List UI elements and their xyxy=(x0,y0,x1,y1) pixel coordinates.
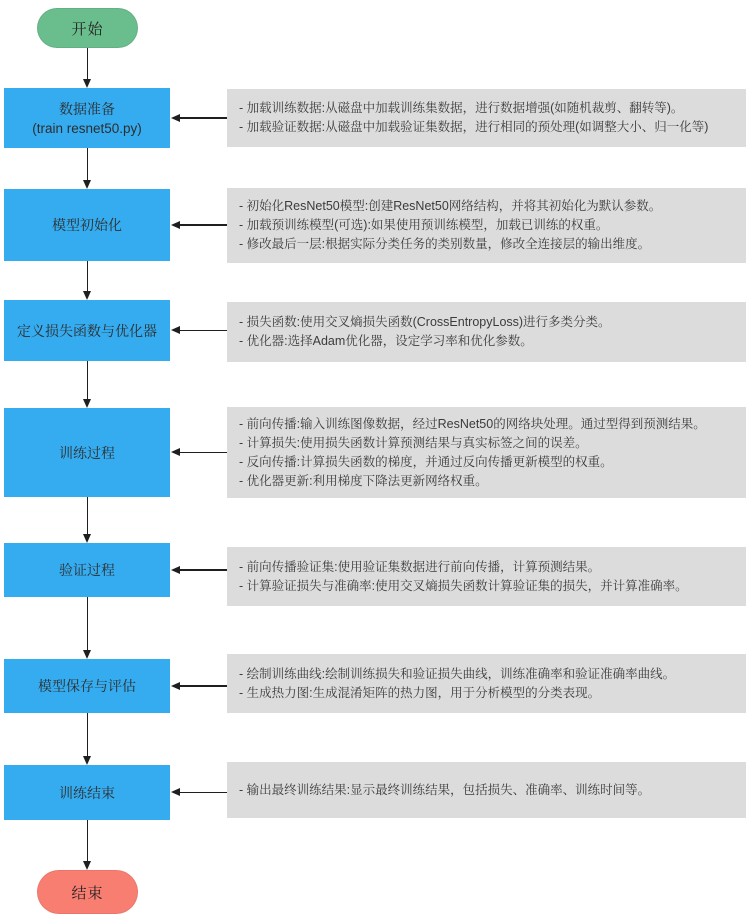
note-line: - 反向传播:计算损失函数的梯度，并通过反向传播更新模型的权重。 xyxy=(239,454,613,469)
arrow-down-connector-line xyxy=(87,261,89,292)
note-box xyxy=(227,407,746,498)
note-box xyxy=(227,188,746,263)
flow-step-box xyxy=(4,543,170,597)
flow-step-box xyxy=(4,765,170,820)
arrow-down-connector-line xyxy=(87,361,89,400)
start-label: 开始 xyxy=(71,20,104,38)
end-node xyxy=(37,870,138,914)
step-label: 数据准备 xyxy=(59,100,115,117)
arrow-left-connector-line xyxy=(180,792,227,794)
arrow-down-icon xyxy=(83,79,91,88)
note-line: - 加载训练数据:从磁盘中加载训练集数据，进行数据增强(如随机裁剪、翻转等)。 xyxy=(239,101,684,115)
note-line: - 修改最后一层:根据实际分类任务的类别数量，修改全连接层的输出维度。 xyxy=(239,237,651,251)
note-line: - 绘制训练曲线:绘制训练损失和验证损失曲线，训练准确率和验证准确率曲线。 xyxy=(239,666,676,681)
arrow-down-connector-line xyxy=(87,597,89,651)
step-sublabel: (train resnet50.py) xyxy=(32,120,142,136)
arrow-left-connector-line xyxy=(180,117,227,119)
note-line: - 计算验证损失与准确率:使用交叉熵损失函数计算验证集的损失，并计算准确率。 xyxy=(239,578,688,593)
note-box xyxy=(227,762,746,818)
arrow-left-icon xyxy=(171,448,180,456)
arrow-down-icon xyxy=(83,180,91,189)
step-label: 训练结束 xyxy=(59,784,115,801)
arrow-left-icon xyxy=(171,114,180,122)
arrow-down-icon xyxy=(83,291,91,300)
arrow-down-connector-line xyxy=(87,713,89,757)
arrow-left-icon xyxy=(171,566,180,574)
arrow-down-icon xyxy=(83,534,91,543)
note-line: - 优化器:选择Adam优化器，设定学习率和优化参数。 xyxy=(239,334,533,348)
note-box xyxy=(227,654,746,713)
note-line: - 损失函数:使用交叉熵损失函数(CrossEntropyLoss)进行多类分类。 xyxy=(239,315,611,329)
flow-step-box xyxy=(4,300,170,361)
arrow-down-icon xyxy=(83,861,91,870)
flow-step-box xyxy=(4,659,170,713)
arrow-left-connector-line xyxy=(180,452,227,454)
arrow-left-connector-line xyxy=(180,569,227,571)
arrow-down-connector-line xyxy=(87,497,89,535)
note-line: - 初始化ResNet50模型:创建ResNet50网络结构，并将其初始化为默认参数。 xyxy=(239,199,662,213)
step-label: 训练过程 xyxy=(59,444,115,461)
flow-step-box xyxy=(4,88,170,148)
arrow-down-icon xyxy=(83,399,91,408)
arrow-down-icon xyxy=(83,756,91,765)
arrow-left-icon xyxy=(171,221,180,229)
step-label: 模型保存与评估 xyxy=(38,678,136,694)
note-line: - 优化器更新:利用梯度下降法更新网络权重。 xyxy=(239,473,488,488)
arrow-left-icon xyxy=(171,682,180,690)
arrow-down-connector-line xyxy=(87,148,89,181)
arrow-left-connector-line xyxy=(180,685,227,687)
note-line: - 加载验证数据:从磁盘中加载验证集数据，进行相同的预处理(如调整大小、归一化等) xyxy=(239,120,709,134)
note-line: - 输出最终训练结果:显示最终训练结果，包括损失、准确率、训练时间等。 xyxy=(239,782,651,797)
note-line: - 前向传播:输入训练图像数据，经过ResNet50的网络块处理。通过型得到预测结果。 xyxy=(239,416,706,431)
arrow-down-connector-line xyxy=(87,48,89,80)
note-box xyxy=(227,547,746,606)
note-box xyxy=(227,89,746,147)
flow-step-box xyxy=(4,189,170,261)
arrow-left-icon xyxy=(171,326,180,334)
flow-step-box xyxy=(4,408,170,497)
note-line: - 生成热力图:生成混淆矩阵的热力图，用于分析模型的分类表现。 xyxy=(239,685,601,700)
step-label: 验证过程 xyxy=(59,562,115,578)
arrow-down-connector-line xyxy=(87,820,89,862)
note-line: - 前向传播验证集:使用验证集数据进行前向传播，计算预测结果。 xyxy=(239,559,601,574)
step-label: 模型初始化 xyxy=(52,217,122,233)
step-label: 定义损失函数与优化器 xyxy=(17,322,157,339)
arrow-left-connector-line xyxy=(180,330,227,332)
end-label: 结束 xyxy=(71,884,104,902)
note-box xyxy=(227,302,746,362)
start-node xyxy=(37,8,138,48)
note-line: - 计算损失:使用损失函数计算预测结果与真实标签之间的误差。 xyxy=(239,435,588,450)
arrow-left-icon xyxy=(171,788,180,796)
arrow-left-connector-line xyxy=(180,224,227,226)
arrow-down-icon xyxy=(83,650,91,659)
note-line: - 加载预训练模型(可选):如果使用预训练模型，加载已训练的权重。 xyxy=(239,218,609,232)
